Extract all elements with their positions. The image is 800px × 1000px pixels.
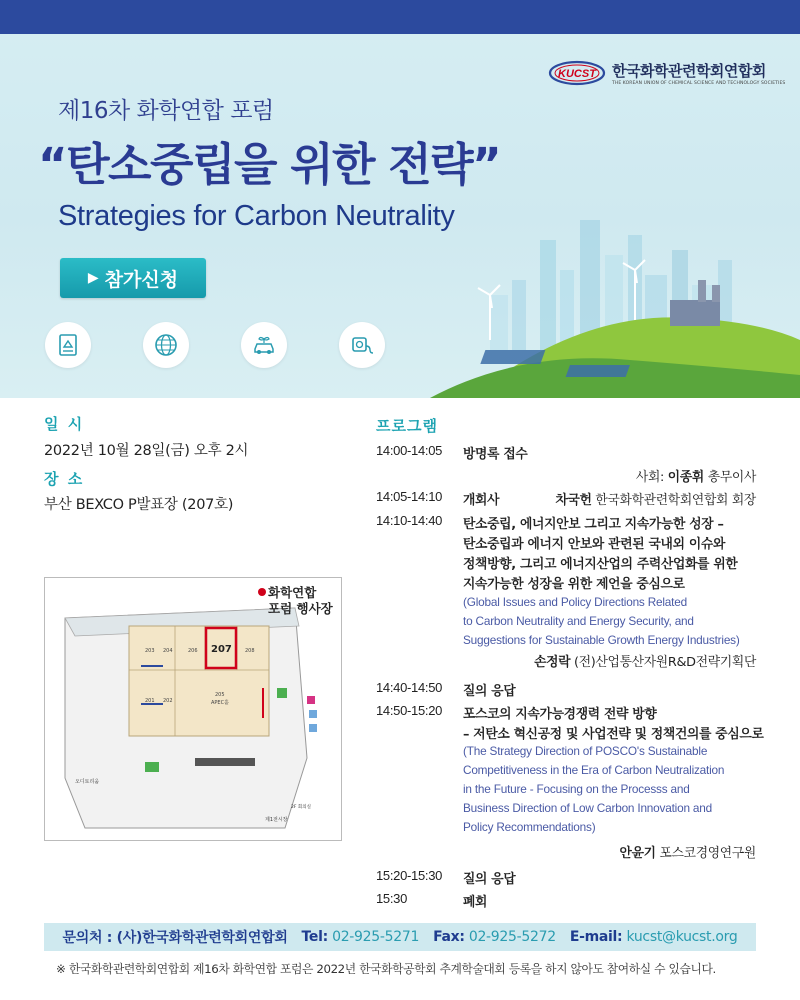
- contact-org-line: [63, 927, 288, 947]
- row-1-time: 14:00-14:05: [376, 443, 443, 458]
- map-callout-line2: 포럼 행사장: [268, 601, 333, 616]
- program-row-3: [376, 513, 756, 670]
- eco-car-icon: [241, 322, 287, 368]
- row-4-time: 14:40-14:50: [376, 680, 443, 695]
- row-1-title: 방명록 접수: [463, 447, 528, 462]
- row-7-title: 폐회: [463, 895, 488, 910]
- moderator-label: 사회:: [635, 470, 668, 485]
- date-heading: 일 시: [44, 415, 85, 433]
- earth-globe-icon: [143, 322, 189, 368]
- tel-label: Tel:: [301, 929, 328, 945]
- moderator-name: 이종휘: [667, 470, 704, 485]
- room-206: 206: [188, 648, 198, 654]
- row-3-title-3: 정책방향, 그리고 에너지산업의 주력산업화를 위한: [463, 557, 738, 572]
- row-5-en-5: Policy Recommendations): [463, 820, 596, 834]
- row-5-speaker: 안윤기: [619, 846, 656, 861]
- row-3-title-4: 지속가능한 성장을 위한 제언을 중심으로: [463, 577, 685, 592]
- row-3-time: 14:10-14:40: [376, 513, 443, 528]
- emblem-text: KUCST: [558, 68, 596, 80]
- fax-value: 02-925-5272: [464, 929, 556, 945]
- row-3-en-3: Suggestions for Sustainable Growth Energy Industries): [463, 633, 740, 647]
- room-202: 202: [163, 698, 173, 704]
- sign-2f-meeting-rooms: 2F 회의실: [291, 805, 311, 810]
- email-label: E-mail:: [569, 929, 623, 945]
- contact-tel: [302, 929, 420, 945]
- row-3-title-2: 탄소중립과 에너지 안보와 관련된 국내외 이슈와: [463, 537, 726, 552]
- page-title-en: Strategies for Carbon Neutrality: [58, 200, 455, 232]
- place-value: 부산 BEXCO P발표장 (207호): [44, 497, 234, 513]
- date-value: 2022년 10월 28일(금) 오후 2시: [44, 443, 249, 459]
- row-5-en-3: in the Future - Focusing on the Processs and: [463, 782, 690, 796]
- power-plug-icon: [339, 322, 385, 368]
- row-2-title: 개회사: [463, 493, 500, 508]
- row-6-title: 질의 응답: [463, 872, 516, 887]
- row-5-en-4: Business Direction of Low Carbon Innovation and: [463, 801, 712, 815]
- kucst-emblem-icon: [548, 60, 606, 86]
- program-row-5: [376, 703, 764, 863]
- contact-label: 문의처 :: [62, 930, 117, 946]
- contact-bar: [44, 923, 756, 951]
- green-city-illustration: [430, 200, 800, 398]
- row-2-speaker-line: [555, 489, 756, 508]
- row-5-title-1: 포스코의 지속가능경쟁력 전략 방향: [463, 707, 657, 722]
- floor-plan-drawing: [45, 578, 341, 840]
- row-5-speaker-line: [620, 842, 756, 861]
- room-201: 201: [145, 698, 155, 704]
- contact-email: [570, 929, 738, 945]
- moderator-line: [636, 466, 756, 485]
- row-5-title-2: – 저탄소 혁신공정 및 사업전략 및 정책건의를 중심으로: [463, 727, 764, 742]
- page-title: “탄소중립을 위한 전략”: [38, 138, 501, 191]
- register-button[interactable]: [60, 258, 206, 298]
- row-3-speaker-line: [534, 651, 756, 670]
- row-3-speaker: 손정락: [534, 655, 571, 670]
- sign-exhibition-hall: 제1전시장: [265, 817, 288, 823]
- org-logo: [548, 60, 785, 86]
- contact-org: (사)한국화학관련학회연합회: [116, 930, 288, 946]
- contact-fax: [433, 929, 556, 945]
- row-2-time: 14:05-14:10: [376, 489, 443, 504]
- row-3-en-1: (Global Issues and Policy Directions Related: [463, 595, 687, 609]
- room-204: 204: [163, 648, 173, 654]
- recycle-icon: [45, 322, 91, 368]
- row-4-title: 질의 응답: [463, 684, 516, 699]
- sign-auditorium: 오디토리움: [75, 779, 100, 785]
- row-5-en-1: (The Strategy Direction of POSCO's Sustainable: [463, 744, 708, 758]
- room-207: 207: [211, 644, 232, 655]
- row-3-speaker-role: (전)산업통산자원R&D전략기획단: [570, 655, 756, 670]
- row-5-en-2: Competitiveness in the Era of Carbon Neutralization: [463, 763, 725, 777]
- row-5-speaker-role: 포스코경영연구원: [655, 846, 756, 861]
- room-208: 208: [245, 648, 255, 654]
- map-callout-line1: 화학연합: [268, 585, 317, 600]
- map-callout: [268, 585, 333, 617]
- org-name-en: THE KOREAN UNION OF CHEMICAL SCIENCE AND TECHNOLOGY SOCIETIES: [612, 81, 786, 86]
- row-7-time: 15:30: [376, 891, 408, 906]
- row-3-en-2: to Carbon Neutrality and Energy Security, and: [463, 614, 694, 628]
- hero-banner: [0, 0, 800, 398]
- fax-label: Fax:: [433, 929, 465, 945]
- row-2-speaker: 차국헌: [555, 493, 592, 508]
- top-bar: [0, 0, 800, 34]
- room-203: 203: [145, 648, 155, 654]
- place-heading: 장 소: [44, 470, 85, 488]
- program-heading: 프로그램: [376, 417, 438, 435]
- play-arrow-icon: ▶: [87, 270, 99, 286]
- forum-title: 제16차 화학연합 포럼: [58, 98, 274, 124]
- email-link[interactable]: kucst@kucst.org: [622, 929, 738, 945]
- row-3-title-1: 탄소중립, 에너지안보 그리고 지속가능한 성장 –: [463, 517, 724, 532]
- venue-marker-icon: [258, 588, 266, 596]
- moderator-role: 총무이사: [703, 470, 756, 485]
- row-6-time: 15:20-15:30: [376, 868, 443, 883]
- footnote: ※ 한국화학관련학회연합회 제16차 화학연합 포럼은 2022년 한국화학공학회 추계학술대회 등록을 하지 않아도 참여하실 수 있습니다.: [56, 962, 716, 976]
- feature-icons: [45, 322, 385, 368]
- org-name: 한국화학관련학회연합회: [612, 62, 766, 80]
- row-5-time: 14:50-15:20: [376, 703, 443, 718]
- room-205: 205: [215, 692, 225, 698]
- tel-value: 02-925-5271: [327, 929, 420, 945]
- register-button-label: 참가신청: [104, 268, 179, 291]
- room-apec-hall: APEC홀: [211, 700, 229, 706]
- row-2-speaker-role: 한국화학관련학회연합회 회장: [591, 493, 756, 508]
